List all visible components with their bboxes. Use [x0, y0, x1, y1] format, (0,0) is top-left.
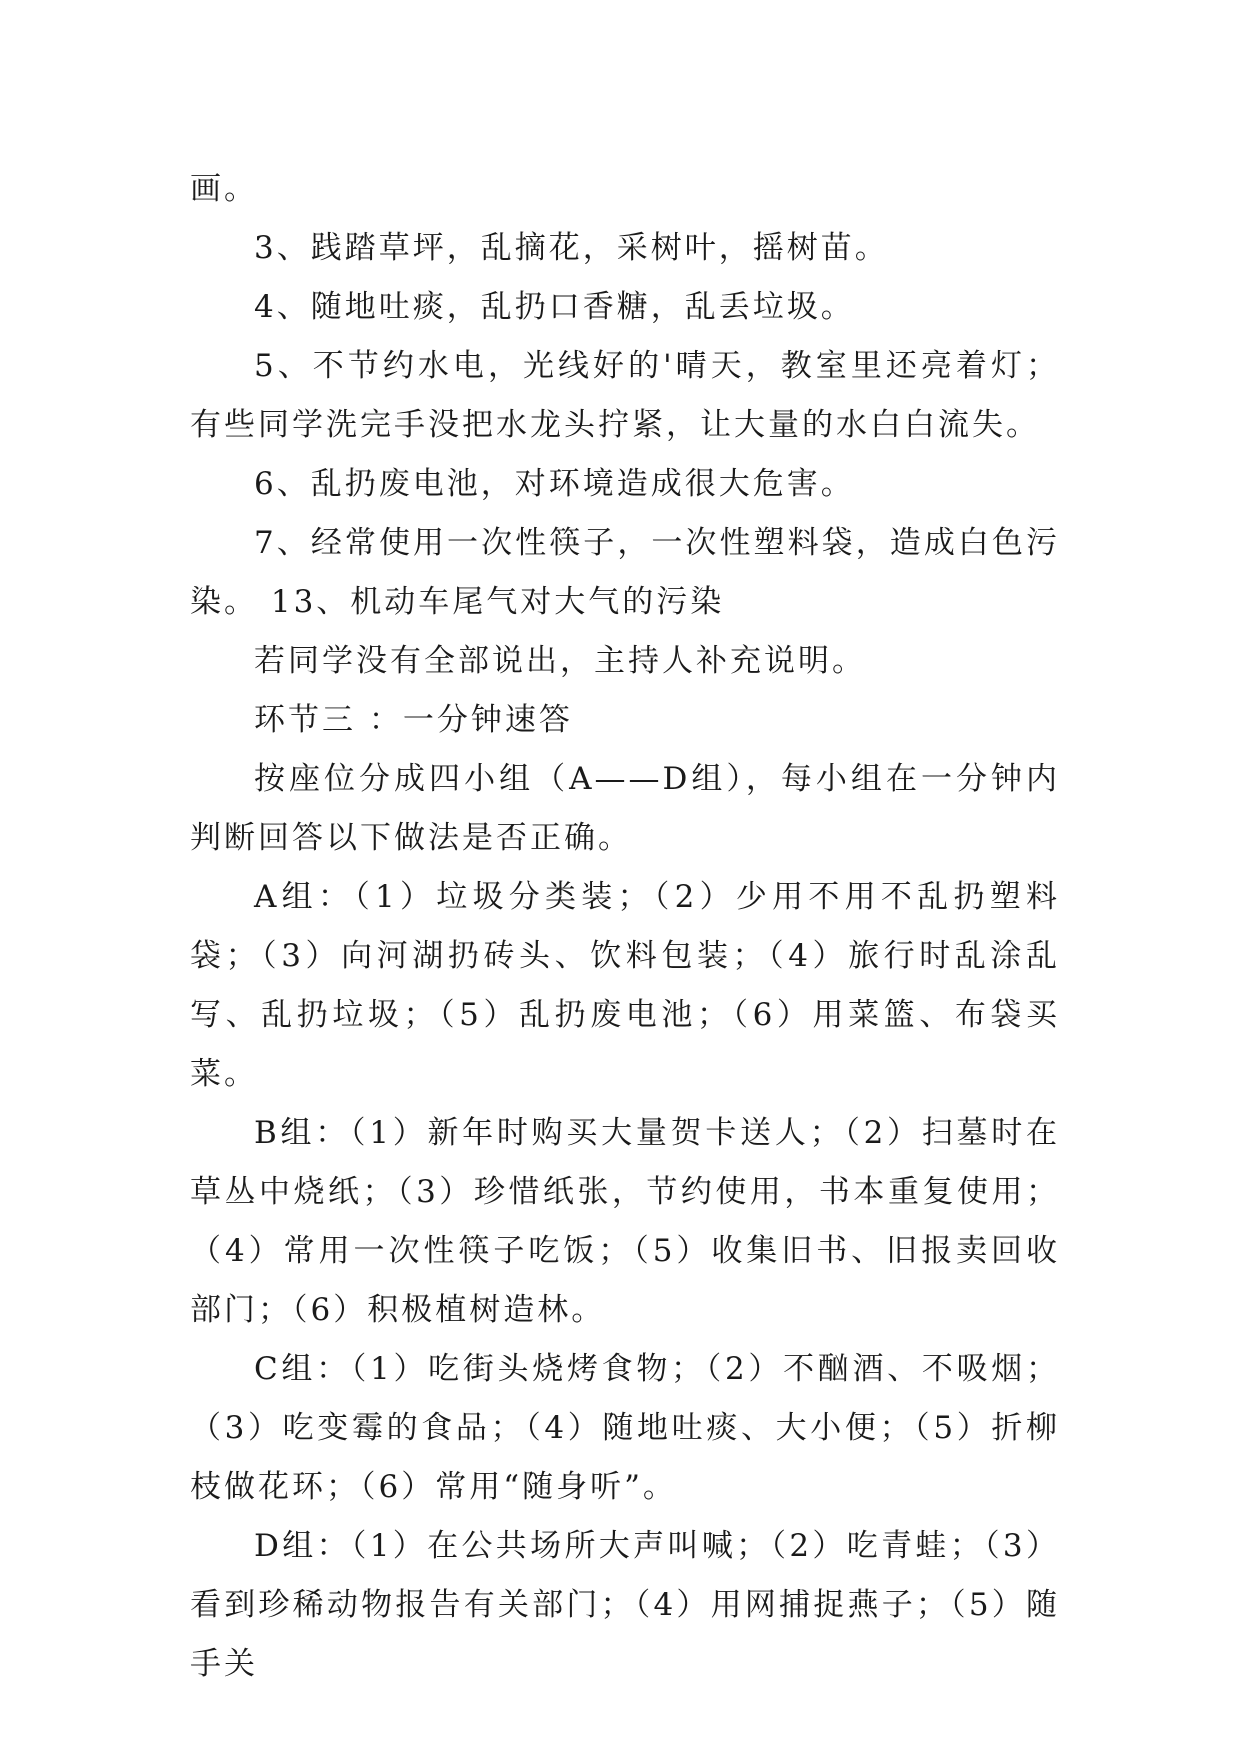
- paragraph-item-7: 7、经常使用一次性筷子，一次性塑料袋，造成白色污染。 13、机动车尾气对大气的污染: [190, 525, 1060, 620]
- paragraph-item-4: 4、随地吐痰，乱扔口香糖，乱丢垃圾。: [254, 289, 855, 325]
- paragraph-item-3: 3、践踏草坪，乱摘花，采树叶，摇树苗。: [254, 230, 889, 266]
- paragraph-group-c: C组：（1）吃街头烧烤食物；（2）不酗酒、不吸烟；（3）吃变霉的食品；（4）随地吐痰、大小便；（5）折柳枝做花环；（6）常用“随身听”。: [190, 1351, 1060, 1505]
- paragraph-item-6: 6、乱扔废电池，对环境造成很大危害。: [254, 466, 855, 502]
- paragraph-host-note: 若同学没有全部说出，主持人补充说明。: [254, 643, 866, 679]
- paragraph-group-a: A组：（1）垃圾分类装；（2）少用不用不乱扔塑料袋；（3）向河湖扔砖头、饮料包装；（4）旅行时乱涂乱写、乱扔垃圾；（5）乱扔废电池；（6）用菜篮、布袋买菜。: [190, 879, 1060, 1092]
- paragraph-group-instructions: 按座位分成四小组（A——D组），每小组在一分钟内判断回答以下做法是否正确。: [190, 761, 1060, 856]
- section-heading-part-three: 环节三 ：一分钟速答: [254, 702, 573, 738]
- document-body: [190, 160, 1060, 1694]
- paragraph-group-d: D组：（1）在公共场所大声叫喊；（2）吃青蛙；（3）看到珍稀动物报告有关部门；（4）用网捕捉燕子；（5）随手关: [190, 1528, 1060, 1682]
- paragraph-continuation: 画。: [190, 171, 258, 207]
- paragraph-group-b: B组：（1）新年时购买大量贺卡送人；（2）扫墓时在草丛中烧纸；（3）珍惜纸张，节约使用，书本重复使用；（4）常用一次性筷子吃饭；（5）收集旧书、旧报卖回收部门；（6）积极植树造林。: [190, 1115, 1060, 1328]
- paragraph-item-5: 5、不节约水电，光线好的'晴天，教室里还亮着灯；有些同学洗完手没把水龙头拧紧，让大量的水白白流失。: [190, 348, 1060, 443]
